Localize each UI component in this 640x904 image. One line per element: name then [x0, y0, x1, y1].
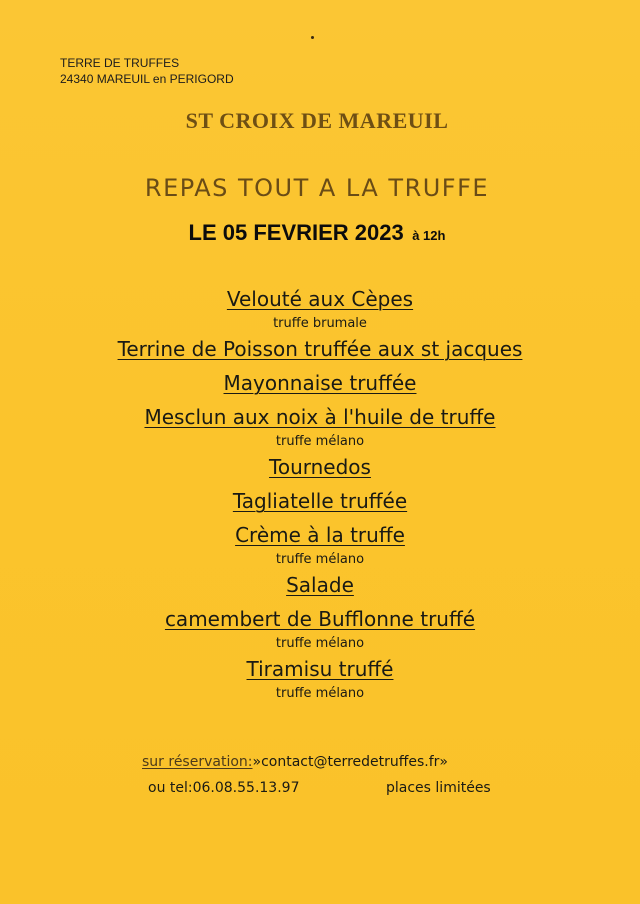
sender-address	[60, 55, 234, 87]
limited-seats-note: places limitées	[386, 780, 491, 796]
event-date	[0, 220, 634, 246]
menu-dish: Tagliatelle truffée	[232, 489, 408, 513]
sender-town: 24340 MAREUIL en PERIGORD	[60, 72, 234, 86]
menu-dish: Mayonnaise truffée	[223, 371, 417, 395]
reservation-email[interactable]: »contact@terredetruffes.fr»	[252, 754, 449, 770]
menu-note: truffe mélano	[275, 686, 365, 701]
menu-dish: Salade	[286, 573, 354, 597]
menu-list	[0, 285, 640, 705]
menu-dish: Tournedos	[269, 455, 371, 479]
menu-note: truffe brumale	[273, 316, 367, 331]
event-time: à 12h	[412, 228, 446, 243]
speck	[311, 36, 314, 39]
venue-title: ST CROIX DE MAREUIL	[185, 108, 449, 133]
menu-note: truffe mélano	[275, 434, 365, 449]
menu-dish: camembert de Bufflonne truffé	[164, 607, 476, 631]
menu-note: truffe mélano	[275, 636, 365, 651]
reservation-line	[142, 754, 448, 770]
menu-dish: Terrine de Poisson truffée aux st jacques	[117, 337, 523, 361]
menu-dish: Tiramisu truffé	[246, 657, 394, 681]
menu-dish: Crème à la truffe	[235, 523, 405, 547]
event-title: REPAS TOUT A LA TRUFFE	[144, 174, 490, 202]
sender-name: TERRE DE TRUFFES	[60, 56, 180, 70]
menu-dish: Velouté aux Cèpes	[226, 287, 414, 311]
reservation-label: sur réservation:	[142, 754, 253, 770]
menu-note: truffe mélano	[275, 552, 365, 567]
menu-dish: Mesclun aux noix à l'huile de truffe	[144, 405, 496, 429]
event-date-main: LE 05 FEVRIER 2023	[188, 220, 404, 245]
phone-number[interactable]: ou tel:06.08.55.13.97	[148, 780, 300, 796]
